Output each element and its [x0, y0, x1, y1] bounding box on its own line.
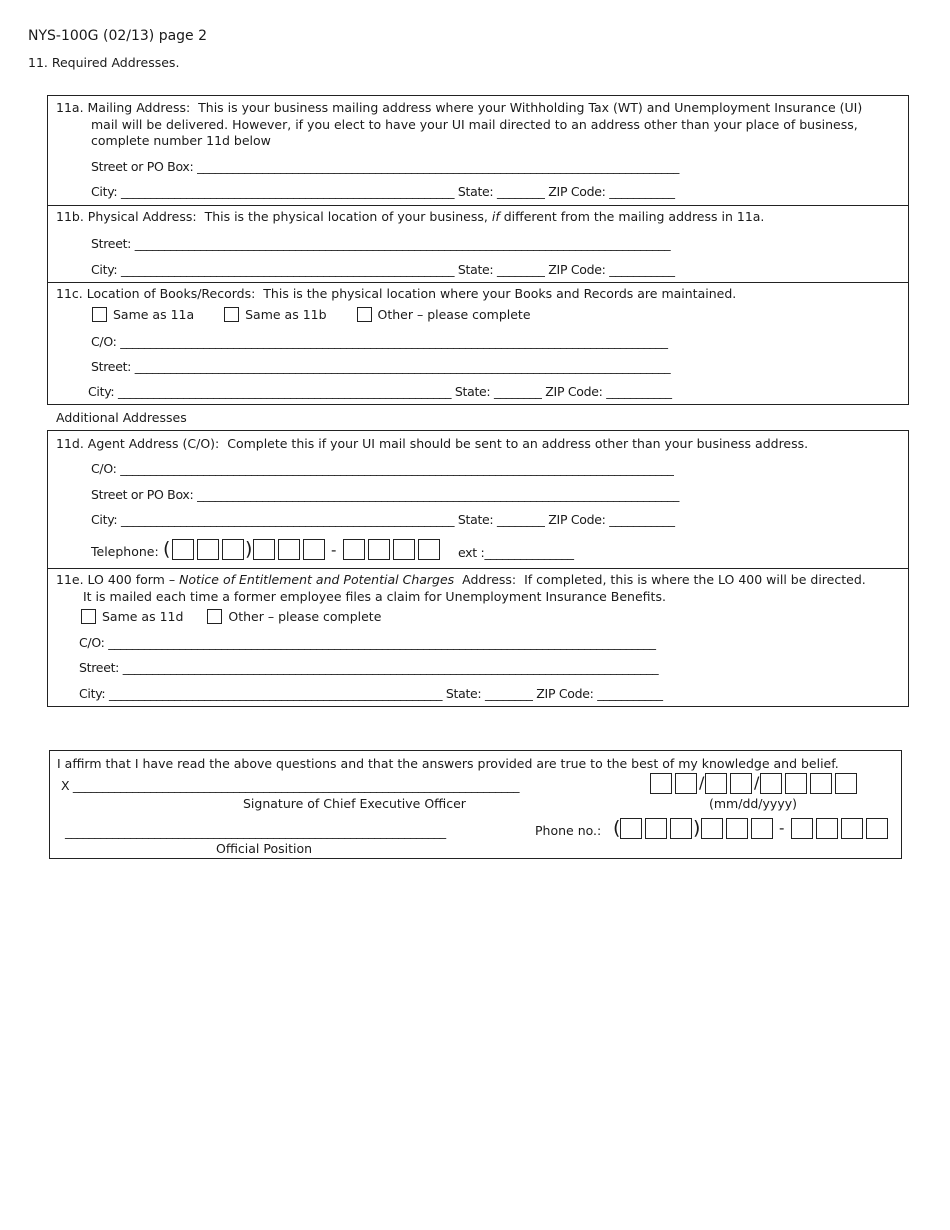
other-label: Other – please complete — [377, 307, 531, 322]
s11e-options — [81, 609, 381, 624]
phone-digit-box[interactable] — [841, 818, 863, 839]
tel-digit-box[interactable] — [418, 539, 440, 560]
form-id: NYS-100G (02/13) page 2 — [28, 28, 208, 44]
same-as-11b-checkbox[interactable] — [224, 307, 239, 322]
official-position-field[interactable]: ________________________________________________________________ — [65, 824, 446, 839]
s11e-street-field[interactable]: Street: __________________________________________________________________________________________ — [79, 660, 659, 675]
same-as-11b-label: Same as 11b — [245, 307, 327, 322]
same-as-11a-checkbox[interactable] — [92, 307, 107, 322]
phone-digit-box[interactable] — [816, 818, 838, 839]
phone-digit-box[interactable] — [866, 818, 888, 839]
s11e-co-field[interactable]: C/O: ____________________________________________________________________________________________ — [79, 635, 656, 650]
date-digit-box[interactable] — [650, 773, 672, 794]
s11d-desc: Complete this if your UI mail should be sent to an address other than your business address. — [227, 436, 809, 451]
phone-dash: - — [779, 819, 785, 837]
required-addresses-box — [47, 95, 909, 405]
affirmation-box — [49, 750, 902, 859]
s11c-street-field[interactable]: Street: __________________________________________________________________________________________ — [91, 359, 671, 374]
s11e-city-field[interactable]: City: ________________________________________________________ State: ________ ZIP Code: ___________ — [79, 686, 663, 701]
tel-digit-box[interactable] — [343, 539, 365, 560]
additional-addresses-box — [47, 430, 909, 707]
signature-field[interactable]: X ___________________________________________________________________________ — [61, 778, 520, 793]
s11a-desc-1: This is your business mailing address where your Withholding Tax (WT) and Unemployment Insurance (UI) — [198, 100, 863, 115]
s11a-desc-2: mail will be delivered. However, if you elect to have your UI mail directed to an address other than your place of business, — [91, 117, 858, 132]
date-caption: (mm/dd/yyyy) — [709, 796, 797, 811]
section-title: 11. Required Addresses. — [28, 55, 180, 70]
s11c-city-field[interactable]: City: ________________________________________________________ State: ________ ZIP Code: ___________ — [88, 384, 672, 399]
s11e-label: 11e. LO 400 form – — [56, 572, 176, 587]
s11e-desc-1: If completed, this is where the LO 400 will be directed. — [524, 572, 866, 587]
s11a-street-field[interactable]: Street or PO Box: _________________________________________________________________________________ — [91, 159, 680, 174]
other-checkbox[interactable] — [357, 307, 372, 322]
s11b-desc-a: This is the physical location of your business, — [204, 209, 488, 224]
other-checkbox[interactable] — [207, 609, 222, 624]
tel-digit-box[interactable] — [197, 539, 219, 560]
divider — [48, 205, 908, 206]
s11c-heading — [56, 286, 736, 301]
phone-digit-box[interactable] — [791, 818, 813, 839]
affirm-text: I affirm that I have read the above questions and that the answers provided are true to the best of my knowledge and belief. — [57, 756, 839, 771]
s11c-desc: This is the physical location where your Books and Records are maintained. — [263, 286, 737, 301]
tel-digit-box[interactable] — [172, 539, 194, 560]
date-digit-box[interactable] — [785, 773, 807, 794]
other-label: Other – please complete — [228, 609, 382, 624]
date-digit-box[interactable] — [730, 773, 752, 794]
s11e-desc-2: It is mailed each time a former employee files a claim for Unemployment Insurance Benefits. — [83, 589, 666, 604]
s11b-desc-if: if — [491, 209, 500, 224]
date-separator: / — [699, 773, 705, 792]
s11b-heading — [56, 209, 764, 224]
date-separator: / — [754, 773, 760, 792]
s11a-heading — [56, 100, 862, 115]
divider — [48, 282, 908, 283]
phone-digit-box[interactable] — [751, 818, 773, 839]
s11c-co-field[interactable]: C/O: ____________________________________________________________________________________________ — [91, 334, 668, 349]
tel-digit-box[interactable] — [303, 539, 325, 560]
tel-digit-box[interactable] — [393, 539, 415, 560]
s11a-city-field[interactable]: City: ________________________________________________________ State: ________ ZIP Code: ___________ — [91, 184, 675, 199]
same-as-11a-label: Same as 11a — [113, 307, 195, 322]
s11e-label-b: Address: — [462, 572, 517, 587]
tel-dash: - — [331, 541, 337, 559]
s11d-label: 11d. Agent Address (C/O): — [56, 436, 220, 451]
paren-close: ) — [245, 538, 253, 560]
s11b-city-field[interactable]: City: ________________________________________________________ State: ________ ZIP Code: ___________ — [91, 262, 675, 277]
date-digit-box[interactable] — [810, 773, 832, 794]
phone-digit-box[interactable] — [670, 818, 692, 839]
paren-close: ) — [693, 817, 701, 839]
tel-digit-box[interactable] — [222, 539, 244, 560]
divider — [48, 568, 908, 569]
s11c-options — [92, 307, 531, 322]
s11e-heading — [56, 572, 866, 587]
phone-digit-box[interactable] — [620, 818, 642, 839]
tel-digit-box[interactable] — [278, 539, 300, 560]
same-as-11d-checkbox[interactable] — [81, 609, 96, 624]
s11a-label: 11a. Mailing Address: — [56, 100, 191, 115]
s11b-desc-b: different from the mailing address in 11a. — [503, 209, 765, 224]
date-digit-box[interactable] — [835, 773, 857, 794]
position-caption: Official Position — [216, 841, 313, 856]
s11e-italic-title: Notice of Entitlement and Potential Charges — [179, 572, 455, 587]
s11b-label: 11b. Physical Address: — [56, 209, 197, 224]
s11a-desc-3: complete number 11d below — [91, 133, 271, 148]
s11d-city-field[interactable]: City: ________________________________________________________ State: ________ ZIP Code: ___________ — [91, 512, 675, 527]
signature-caption: Signature of Chief Executive Officer — [243, 796, 466, 811]
s11c-label: 11c. Location of Books/Records: — [56, 286, 256, 301]
date-digit-box[interactable] — [675, 773, 697, 794]
date-digit-box[interactable] — [760, 773, 782, 794]
additional-addresses-label: Additional Addresses — [56, 410, 187, 425]
paren-open: ( — [613, 817, 621, 839]
phone-digit-box[interactable] — [645, 818, 667, 839]
s11d-heading — [56, 436, 808, 451]
s11d-co-field[interactable]: C/O: _____________________________________________________________________________________________ — [91, 461, 674, 476]
ext-field[interactable]: ext :_______________ — [458, 545, 574, 560]
s11b-street-field[interactable]: Street: __________________________________________________________________________________________ — [91, 236, 671, 251]
tel-digit-box[interactable] — [253, 539, 275, 560]
s11d-street-field[interactable]: Street or PO Box: _________________________________________________________________________________ — [91, 487, 680, 502]
same-as-11d-label: Same as 11d — [102, 609, 184, 624]
tel-digit-box[interactable] — [368, 539, 390, 560]
telephone-label: Telephone: — [91, 544, 159, 559]
phone-label: Phone no.: — [535, 823, 602, 838]
phone-digit-box[interactable] — [726, 818, 748, 839]
date-digit-box[interactable] — [705, 773, 727, 794]
phone-digit-box[interactable] — [701, 818, 723, 839]
paren-open: ( — [163, 538, 171, 560]
